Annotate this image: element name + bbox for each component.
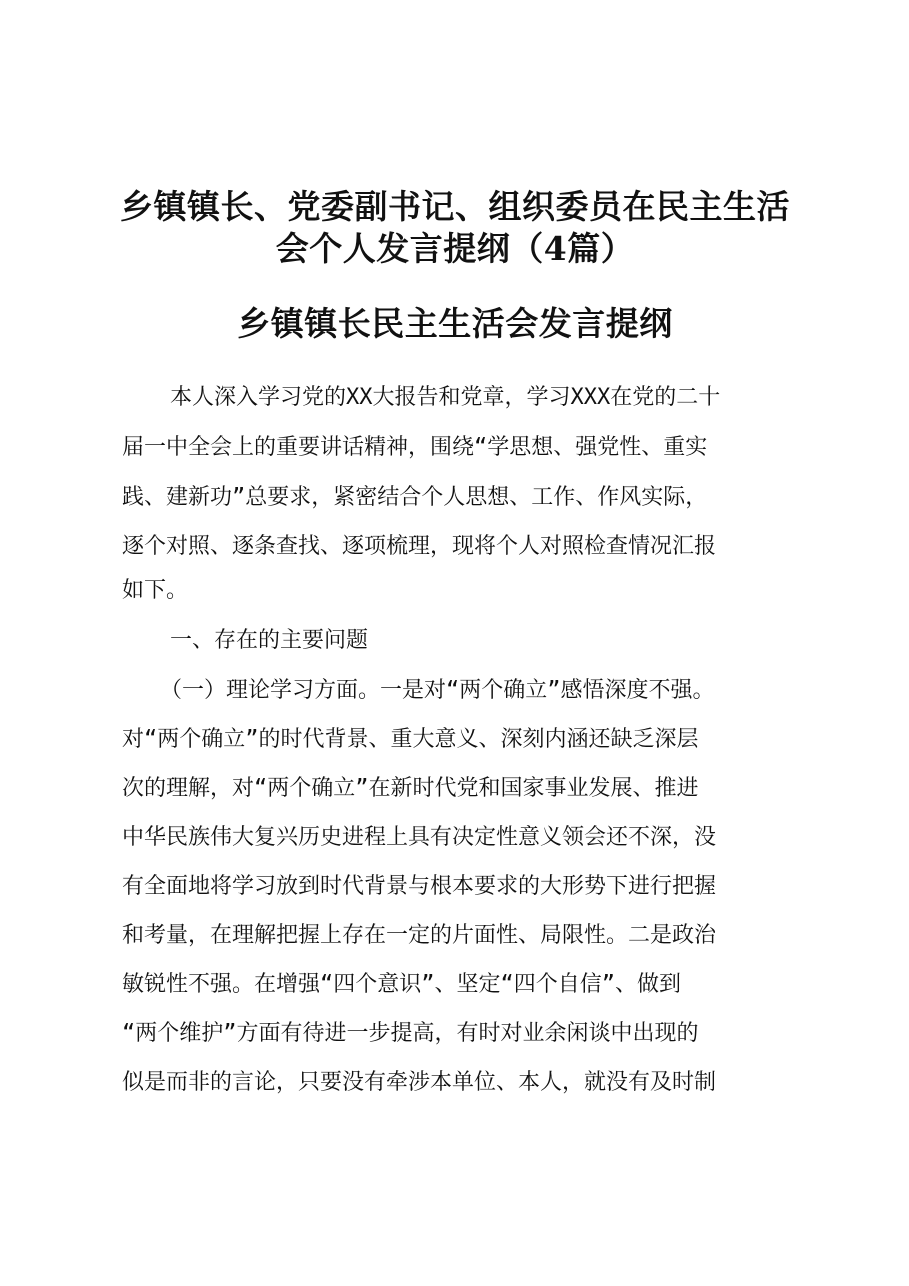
section-subtitle: 乡镇镇长民主生活会发言提纲 xyxy=(237,304,673,343)
body-line: 和考量，在理解把握上存在一定的片面性、局限性。二是政治 xyxy=(122,923,717,948)
body-line: 如下。 xyxy=(122,578,189,603)
body-line: 次的理解，对“两个确立”在新时代党和国家事业发展、推进 xyxy=(122,776,699,801)
body-line: 践、建新功”总要求，紧密结合个人思想、工作、作风实际， xyxy=(122,485,708,510)
body-line: 中华民族伟大复兴历史进程上具有决定性意义领会还不深，没 xyxy=(122,825,717,850)
body-line: 敏锐性不强。在增强“四个意识”、坚定“四个自信”、做到 xyxy=(122,972,681,997)
body-line: 有全面地将学习放到时代背景与根本要求的大形势下进行把握 xyxy=(122,874,717,899)
body-line: 逐个对照、逐条查找、逐项梳理，现将个人对照检查情况汇报 xyxy=(122,534,717,559)
document-title-line-1: 乡镇镇长、党委副书记、组织委员在民主生活 xyxy=(120,187,790,226)
body-line: 对“两个确立”的时代背景、重大意义、深刻内涵还缺乏深层 xyxy=(122,727,699,752)
body-line: 似是而非的言论，只要没有牵涉本单位、本人，就没有及时制 xyxy=(122,1070,717,1095)
body-line: 届一中全会上的重要讲话精神，围绕“学思想、强党性、重实 xyxy=(122,435,708,460)
body-line: “两个维护”方面有待进一步提高，有时对业余闲谈中出现的 xyxy=(122,1021,699,1046)
document-title-line-2: 会个人发言提纲（4篇） xyxy=(275,229,635,268)
section-heading: 一、存在的主要问题 xyxy=(170,628,369,653)
body-line: （一）理论学习方面。一是对“两个确立”感悟深度不强。 xyxy=(160,678,715,703)
body-line: 本人深入学习党的XX大报告和党章，学习XXX在党的二十 xyxy=(170,385,721,410)
